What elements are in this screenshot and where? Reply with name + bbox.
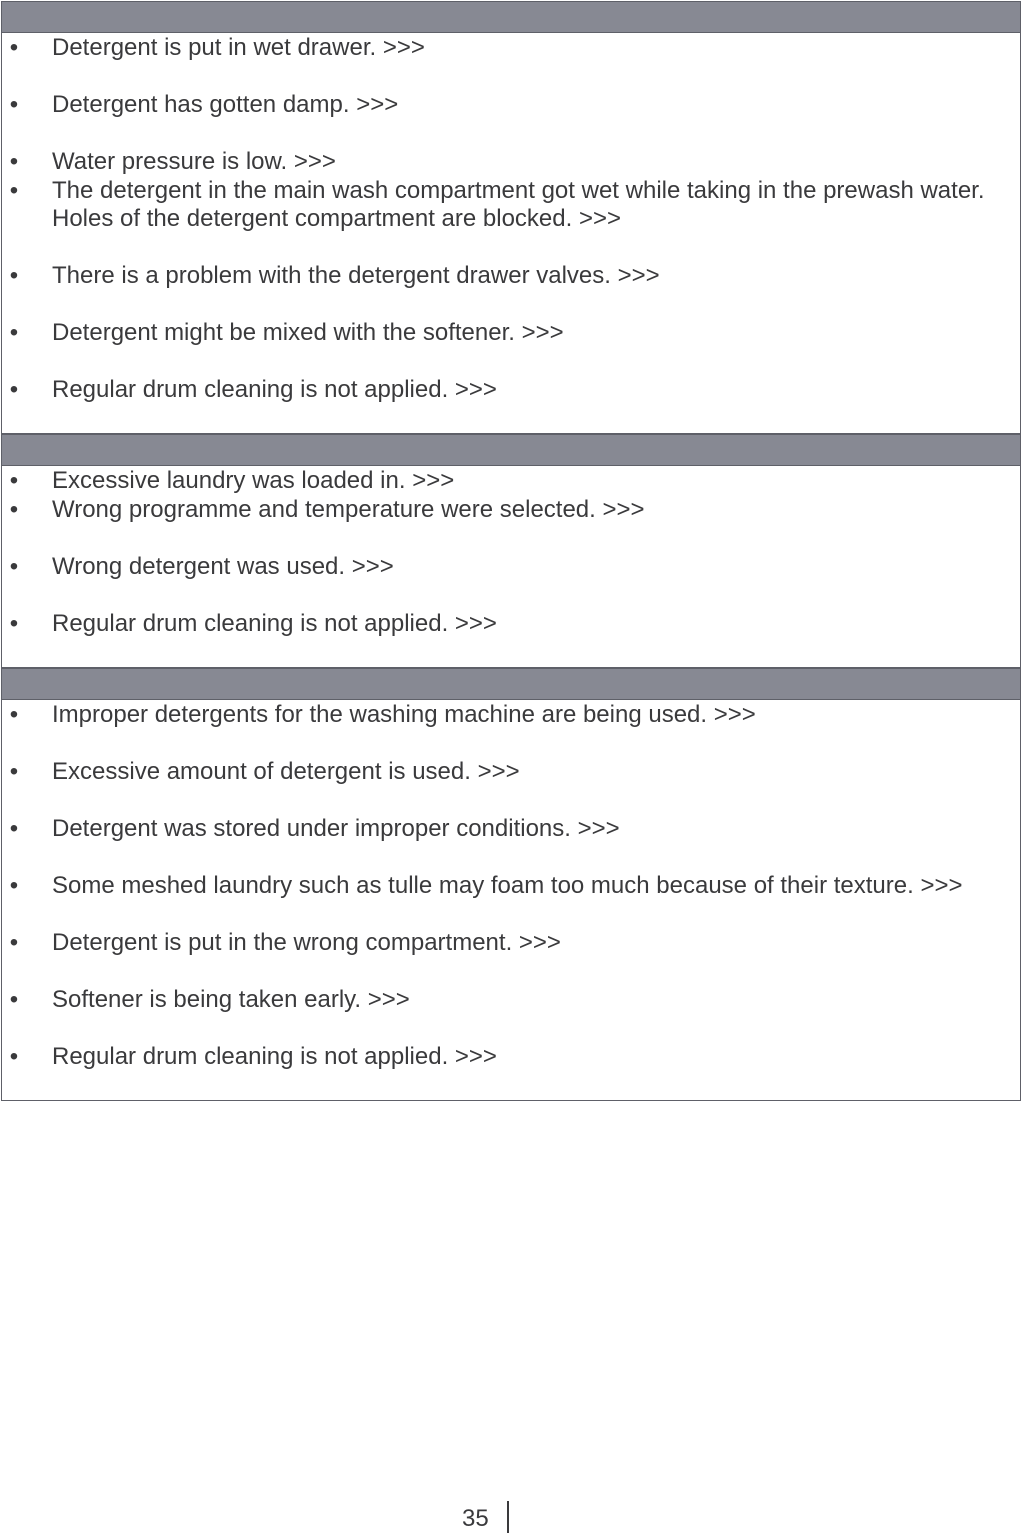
item-text: Detergent has gotten damp. >>> — [52, 91, 399, 118]
section-header-3 — [2, 669, 1020, 700]
item-text: Regular drum cleaning is not applied. >>> — [52, 376, 497, 403]
section-header-2 — [2, 435, 1020, 466]
bullet: • — [9, 553, 19, 580]
item-text: Detergent was stored under improper conditions. >>> — [52, 815, 620, 842]
bullet: • — [9, 467, 19, 494]
bullet: • — [9, 376, 19, 403]
item-text: Some meshed laundry such as tulle may foam too much because of their texture. >>> — [52, 872, 963, 899]
bullet: • — [9, 34, 19, 61]
bullet: • — [9, 91, 19, 118]
bullet: • — [9, 610, 19, 637]
bullet: • — [9, 177, 19, 204]
bullet: • — [9, 319, 19, 346]
page-number: 35 — [462, 1505, 489, 1532]
item-text: Detergent might be mixed with the softener. >>> — [52, 319, 564, 346]
item-text: Detergent is put in wet drawer. >>> — [52, 34, 425, 61]
bullet: • — [9, 986, 19, 1013]
troubleshooting-section-2 — [1, 434, 1021, 668]
bullet: • — [9, 701, 19, 728]
bullet: • — [9, 148, 19, 175]
item-text: Excessive amount of detergent is used. >>> — [52, 758, 520, 785]
bullet: • — [9, 262, 19, 289]
bullet: • — [9, 496, 19, 523]
troubleshooting-section-1 — [1, 1, 1021, 434]
item-text: Wrong detergent was used. >>> — [52, 553, 394, 580]
item-text: Regular drum cleaning is not applied. >>> — [52, 610, 497, 637]
bullet: • — [9, 758, 19, 785]
bullet: • — [9, 929, 19, 956]
bullet: • — [9, 872, 19, 899]
bullet: • — [9, 815, 19, 842]
troubleshooting-section-3 — [1, 668, 1021, 1101]
item-text: Wrong programme and temperature were selected. >>> — [52, 496, 645, 523]
item-text: Water pressure is low. >>> — [52, 148, 336, 175]
section-header-1 — [2, 2, 1020, 33]
item-text: Softener is being taken early. >>> — [52, 986, 410, 1013]
item-text: Regular drum cleaning is not applied. >>> — [52, 1043, 497, 1070]
item-text: Detergent is put in the wrong compartment. >>> — [52, 929, 561, 956]
item-text: Excessive laundry was loaded in. >>> — [52, 467, 455, 494]
item-text: The detergent in the main wash compartment got wet while taking in the prewash water. Holes of the detergent compartment are blocked. >>> — [52, 177, 985, 232]
bullet: • — [9, 1043, 19, 1070]
page-number-divider — [507, 1501, 509, 1533]
item-text: There is a problem with the detergent drawer valves. >>> — [52, 262, 660, 289]
item-text: Improper detergents for the washing machine are being used. >>> — [52, 701, 756, 728]
